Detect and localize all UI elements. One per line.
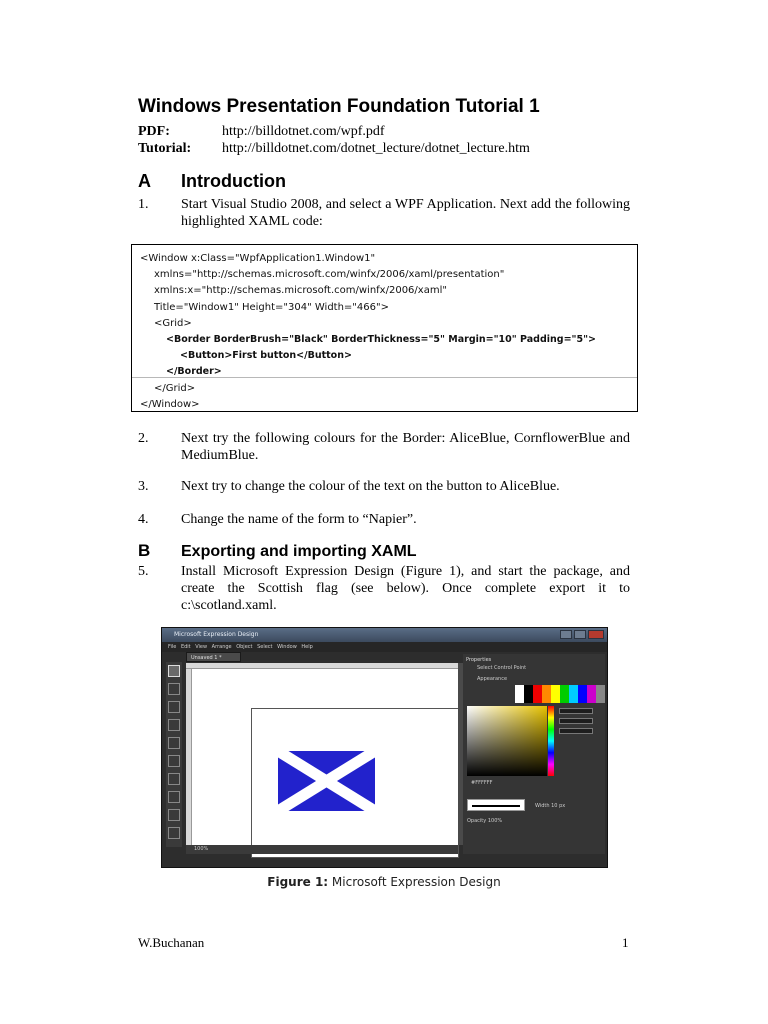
step-number: 5.: [138, 564, 149, 579]
code-divider: [132, 377, 637, 378]
selection-tool-icon: [168, 665, 180, 677]
toolbox: [166, 662, 182, 847]
pen-tool-icon: [168, 683, 180, 695]
color-swatches: [515, 685, 605, 703]
width-value: 10 px: [551, 803, 566, 809]
width-field: [463, 802, 605, 811]
hex-value: #FFFFFF: [471, 780, 493, 786]
code-line: </Grid>: [154, 382, 196, 394]
tutorial-label: Tutorial:: [138, 141, 192, 156]
code-line: xmlns:x="http://schemas.microsoft.com/winfx/2006/xaml": [154, 285, 447, 297]
line-tool-icon: [168, 719, 180, 731]
window-titlebar: Microsoft Expression Design: [162, 628, 607, 642]
color-value-field: [559, 718, 593, 724]
panel-title: Properties: [466, 657, 492, 663]
caption-label: Figure 1:: [267, 875, 329, 889]
close-icon: [588, 630, 604, 639]
caption-text: Microsoft Expression Design: [328, 875, 501, 889]
section-letter: B: [138, 541, 151, 560]
step-text: Install Microsoft Expression Design (Figure 1), and start the package, and create the Scottish flag (see below). Once complete export it to c:\scotland.xaml.: [181, 564, 630, 613]
expression-design-screenshot: [161, 627, 608, 868]
section-title: Exporting and importing XAML: [181, 543, 417, 560]
panel-row: Select Control Point: [477, 665, 527, 671]
appearance-header: Appearance: [477, 676, 508, 682]
step-number: 4.: [138, 512, 149, 527]
xaml-code-block: [131, 244, 638, 412]
zoom-status: 100%: [186, 845, 458, 854]
scottish-flag-image: [278, 751, 375, 811]
color-value-field: [559, 708, 593, 714]
step-number: 1.: [138, 197, 149, 212]
step-4: [138, 511, 630, 528]
step-text: Change the name of the form to “Napier”.: [181, 512, 417, 527]
step-2: [138, 430, 630, 464]
step-number: 2.: [138, 431, 149, 446]
section-b-heading: [138, 541, 417, 561]
code-line-highlighted: <Button>First button</Button>: [180, 350, 352, 362]
step-text: Next try to change the colour of the text on the button to AliceBlue.: [181, 479, 560, 494]
eyedropper-tool-icon: [168, 791, 180, 803]
hand-tool-icon: [168, 809, 180, 821]
code-line-highlighted: <Border BorderBrush="Black" BorderThickness="5" Margin="10" Padding="5">: [166, 334, 597, 346]
minimize-icon: [560, 630, 572, 639]
shape-tool-icon: [168, 755, 180, 767]
footer-author: W.Buchanan: [138, 935, 205, 950]
opacity-field: [463, 817, 605, 826]
pdf-label: PDF:: [138, 124, 170, 139]
menu-bar: File Edit View Arrange Object Select Window Help: [162, 642, 607, 652]
document-title: Windows Presentation Foundation Tutorial 1: [138, 96, 540, 117]
opacity-value: 100%: [487, 818, 503, 824]
step-1: [138, 196, 630, 230]
code-border-mark: [131, 377, 132, 412]
pdf-link-row: [138, 124, 385, 140]
hue-slider: [548, 706, 554, 776]
code-line: Title="Window1" Height="304" Width="466">: [154, 301, 389, 313]
brush-tool-icon: [168, 701, 180, 713]
step-3: [138, 478, 630, 495]
maximize-icon: [574, 630, 586, 639]
section-a-heading: [138, 171, 286, 192]
step-5: [138, 563, 630, 614]
step-text: Start Visual Studio 2008, and select a WPF Application. Next add the following highlighted XAML code:: [181, 197, 630, 229]
properties-panel: [463, 654, 605, 854]
window-controls: [560, 630, 604, 639]
step-number: 3.: [138, 479, 149, 494]
code-line: <Grid>: [154, 317, 192, 329]
tutorial-url[interactable]: http://billdotnet.com/dotnet_lecture/dotnet_lecture.htm: [222, 141, 530, 156]
scissors-tool-icon: [168, 773, 180, 785]
pdf-url[interactable]: http://billdotnet.com/wpf.pdf: [222, 124, 385, 139]
color-value-field: [559, 728, 593, 734]
opacity-label: Opacity: [467, 818, 487, 824]
width-label: Width: [535, 803, 550, 809]
code-line-highlighted: </Border>: [166, 366, 222, 378]
color-picker: [467, 706, 547, 776]
code-line: xmlns="http://schemas.microsoft.com/winfx/2006/xaml/presentation": [154, 269, 505, 281]
document-tab: Unsaved 1 *: [186, 652, 241, 662]
code-line: </Window>: [140, 398, 200, 410]
code-border-mark: [637, 377, 638, 412]
tutorial-link-row: [138, 141, 530, 157]
step-text: Next try the following colours for the Border: AliceBlue, CornflowerBlue and MediumBlue.: [181, 431, 630, 463]
page-number: 1: [622, 935, 629, 950]
figure-caption: [0, 875, 768, 889]
code-line: <Window x:Class="WpfApplication1.Window1": [140, 253, 376, 264]
section-letter: A: [138, 171, 151, 191]
zoom-tool-icon: [168, 827, 180, 839]
section-title: Introduction: [181, 171, 286, 191]
text-tool-icon: [168, 737, 180, 749]
